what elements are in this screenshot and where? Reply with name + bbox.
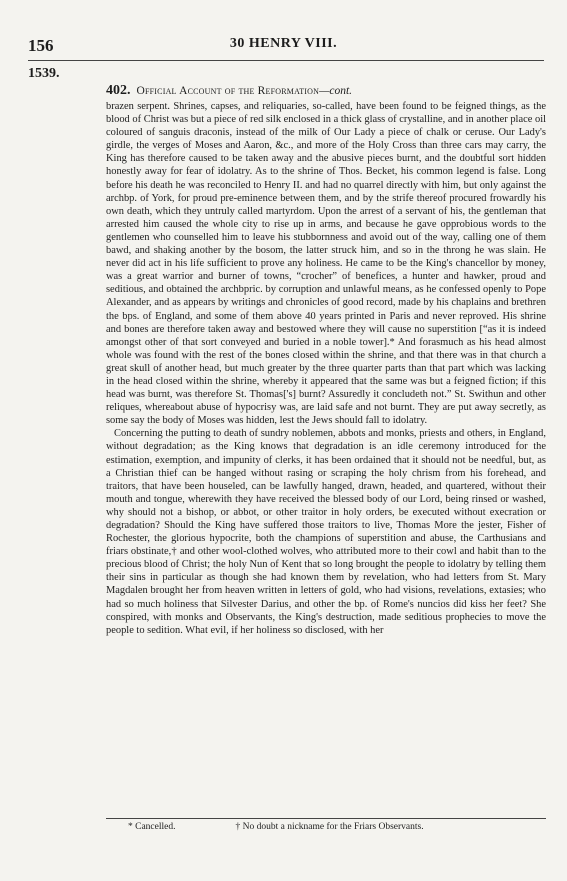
running-title: 30 HENRY VIII.: [229, 36, 338, 51]
body-paragraph: brazen serpent. Shrines, capses, and reliquaries, so-called, have been found to be feigned things, as the blood of Christ was but a piece of red silk enclosed in a thick glass of crystalline, and in another place oil coloured of sanguis draconis, instead of the milk of Our Lady a piece of chalk or ceruse. Our Lady's girdle, the verges of Moses and Aaron, &c., and more of the Holy Cross than three cars may carry, the King has therefore caused to be taken away and the abusive pieces burnt, and the doubtful sort hidden honestly away for fear of idolatry. As to the shrine of Thos. Becket, his common legend is false. Long before his death he was reconciled to Henry II. and had no quarrel directly with him, but only against the archbp. of York, for proud pre-eminence between them, and by the strife thereof procured frowardly his own death, which they untruly called martyrdom. Upon the arrest of a servant of his, the gentleman that arrested him caused the whole city to rise up in arms, and because he gave opprobious words to the gentlemen who counselled him to leave his stubbornness and avoid out of the way, calling one of them bawd, and shaking another by the bosom, the latter struck him, and so in the throng he was slain. He never did act in his life sufficient to prove any holiness. He came to be the King's chancellor by money, was a great warrior and burner of towns, “crocher” of benefices, a hunter and hawker, proud and seditious, and obtained the archbpric. by corruption and unlawful means, as he confessed openly to Pope Alexander, and as appears by writings and chronicles of good record, made by his chaplains and brethren the bps. of England, and some of them above 40 years printed in Paris and never reproved. His shrine and bones are therefore taken away and bestowed where they will cause no superstition [“as it is indeed amongst other of that sort conveyed and buried in a noble tower].* And forasmuch as his head almost whole was found with the rest of the bones closed within the shrine, and that there was in that church a great skull of another head, but much greater by the three quarter parts than that part which was lacking in the head closed within the shrine, whereby it appeared that the same was but a feigned fiction; if this head was burnt, was therefore St. Thomas['s] burnt? Assuredly it concludeth not.” St. Swithun and other reliques, whereabout abuse of hypocrisy was, are laid safe and not burnt. They are put away secretly, as some say the body of Moses was hidden, lest the Jews should fall to idolatry.: [106, 101, 546, 427]
body-text: [106, 100, 546, 637]
margin-year: 1539.: [28, 66, 60, 81]
page-number: 156: [28, 36, 54, 55]
entry-heading: [106, 83, 352, 99]
entry-title: Official Account of the Reformation: [136, 85, 320, 97]
footnotes: [106, 822, 546, 832]
header-rule: [28, 60, 544, 61]
body-paragraph: Concerning the putting to death of sundry noblemen, abbots and monks, priests and others, in England, without degradation; as the King knows that degradation is an idle ceremony introduced for the estimation, exemption, and impunity of clerks, it has been ordained that it should not be needful, but, as a Christian thief can be hanged without rasing or scraping the holy chrism from his forehead, and traitors, that have been houseled, can be lawfully hanged, drawn, headed, and quartered, without their mouth and tongue, wherewith they have received the blessed body of our Lord, being rinsed or washed, why should not a bishop, or abbot, or other traitor in holy orders, be executed without execration or degradation? Should the King have suffered those traitors to live, Thomas More the jester, Fisher of Rochester, the glorious hypocrite, both the champions of superstition and abuse, the Carthusians and friars obstinate,† and other wool-clothed wolves, who attributed more to their cowl and habit than to the precious blood of Christ; the holy Nun of Kent that so long brought the people to idolatry by telling them their sins in particular as though she had known them by revelation, who had letters from St. Mary Magdalen brought her from heaven written in letters of gold, who had visions, revelations, extasies; who had so much holiness that Silvester Darius, and other the bp. of Rome's nuncios did kiss her feet? She conspired, with monks and Observants, the King's destruction, made seditious prophecies to move the people to sedition. What evil, if her holiness so disclosed, with her: [106, 428, 546, 636]
footnote: † No doubt a nickname for the Friars Observants.: [235, 822, 424, 832]
footnote: * Cancelled.: [128, 822, 176, 832]
entry-continued: —cont.: [319, 85, 353, 97]
footnote-rule: [106, 818, 546, 819]
entry-number: 402.: [106, 83, 131, 98]
